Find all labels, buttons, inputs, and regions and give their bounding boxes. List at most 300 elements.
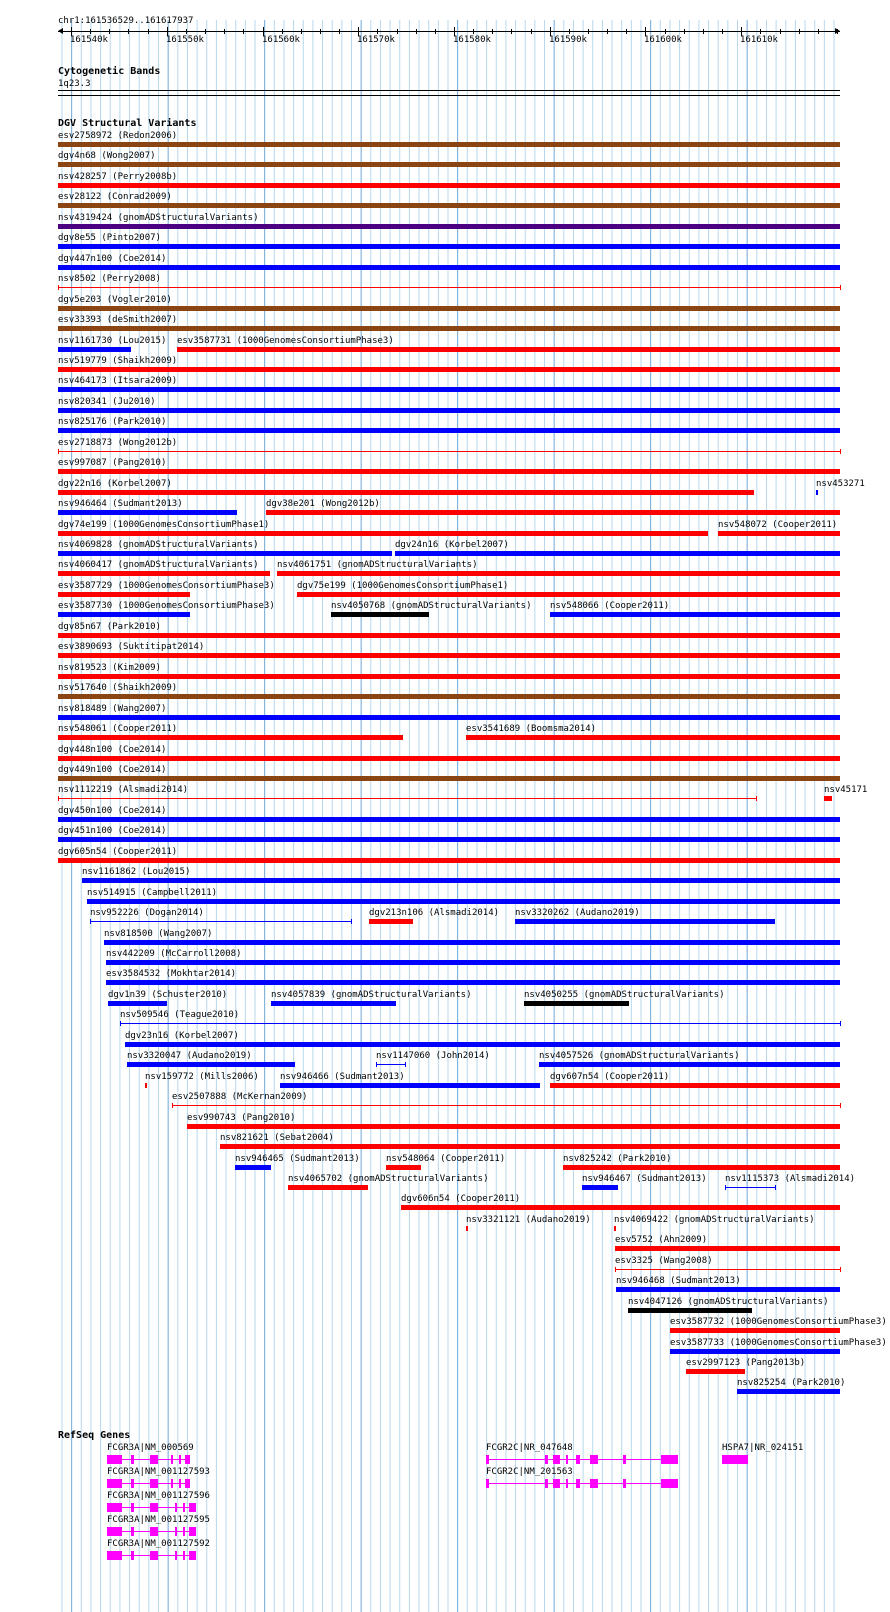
variant-label[interactable]: dgv5e203 (Vogler2010) (58, 294, 172, 305)
variant-bar[interactable] (58, 287, 840, 288)
variant-label[interactable]: dgv605n54 (Cooper2011) (58, 846, 178, 857)
gene-exon[interactable] (553, 1455, 560, 1464)
variant-label[interactable]: nsv1161730 (Lou2015) (58, 335, 167, 346)
variant-label[interactable]: nsv4069828 (gnomADStructuralVariants) (58, 540, 259, 550)
ruler-minor-tick (397, 29, 398, 34)
ruler-minor-tick (128, 29, 129, 34)
variant-bar[interactable] (266, 510, 840, 515)
variant-bar[interactable] (515, 919, 775, 924)
gene-exon[interactable] (189, 1551, 196, 1560)
ruler-minor-tick (684, 29, 685, 34)
variant-bar[interactable] (58, 244, 840, 249)
variant-label[interactable]: esv990743 (Pang2010) (187, 1112, 296, 1123)
variant-bar[interactable] (58, 326, 840, 331)
variant-label[interactable]: esv3587729 (1000GenomesConsortiumPhase3) (58, 580, 275, 591)
gene-exon[interactable] (107, 1479, 122, 1488)
variant-label[interactable]: esv3890693 (Suktitipat2014) (58, 642, 205, 653)
variant-bar[interactable] (187, 1124, 840, 1129)
ruler-minor-tick (531, 29, 532, 34)
gene-exon[interactable] (131, 1479, 134, 1488)
variant-label[interactable]: nsv159772 (Mills2006) (145, 1071, 259, 1082)
gene-exon[interactable] (183, 1527, 185, 1536)
variant-bar[interactable] (670, 1349, 840, 1354)
variant-label[interactable]: esv2758972 (Redon2006) (58, 131, 178, 141)
variant-label[interactable]: dgv24n16 (Korbel2007) (395, 540, 509, 550)
variant-bar[interactable] (58, 408, 840, 413)
cytoband-label: 1q23.3 (58, 79, 91, 89)
ruler-minor-tick (282, 29, 283, 34)
variant-bar[interactable] (58, 428, 840, 433)
ruler-minor-tick (109, 29, 110, 34)
variant-bar[interactable] (550, 612, 840, 617)
variant-bar[interactable] (145, 1083, 147, 1088)
variant-label[interactable]: nsv45171 (824, 785, 868, 796)
variant-bar-cap (120, 1021, 121, 1026)
ruler-left-arrow-icon (58, 28, 63, 34)
gene-exon[interactable] (150, 1455, 158, 1464)
variant-label[interactable]: nsv946467 (Sudmant2013) (582, 1173, 707, 1184)
ruler-minor-tick (243, 29, 244, 34)
gene-exon[interactable] (107, 1503, 122, 1512)
variant-bar[interactable] (58, 347, 131, 352)
variant-bar[interactable] (108, 1001, 167, 1006)
gene-exon[interactable] (486, 1455, 489, 1464)
variant-label[interactable]: nsv4061751 (gnomADStructuralVariants) (277, 560, 478, 571)
variant-bar[interactable] (58, 510, 237, 515)
gene-exon[interactable] (661, 1455, 678, 1464)
gene-exon[interactable] (590, 1455, 598, 1464)
variant-bar[interactable] (58, 837, 840, 842)
variant-label[interactable]: nsv548064 (Cooper2011) (386, 1153, 506, 1164)
variant-label[interactable]: nsv453271 (816, 478, 865, 489)
ruler-tick-label: 161610k (740, 35, 778, 45)
ruler-tick-label: 161590k (549, 35, 587, 45)
gene-exon[interactable] (553, 1479, 560, 1488)
variant-bar[interactable] (58, 756, 840, 761)
ruler-minor-tick (780, 29, 781, 34)
variant-bar[interactable] (616, 1287, 840, 1292)
dgv-track-title: DGV Structural Variants (58, 118, 197, 129)
gene-exon[interactable] (179, 1479, 181, 1488)
gene-exon[interactable] (590, 1479, 598, 1488)
ruler-minor-tick (665, 29, 666, 34)
variant-label[interactable]: nsv825242 (Park2010) (563, 1153, 672, 1164)
variant-bar[interactable] (271, 1001, 396, 1006)
gene-exon[interactable] (107, 1527, 122, 1536)
variant-bar[interactable] (58, 469, 840, 474)
ruler-minor-tick (799, 29, 800, 34)
variant-bar[interactable] (58, 203, 840, 208)
variant-bar[interactable] (58, 451, 840, 452)
variant-bar[interactable] (58, 674, 840, 679)
variant-bar-cap (756, 796, 757, 801)
variant-label[interactable]: nsv946465 (Sudmant2013) (235, 1153, 360, 1164)
variant-label[interactable]: nsv946466 (Sudmant2013) (280, 1071, 405, 1082)
variant-bar[interactable] (58, 633, 840, 638)
gene-exon[interactable] (171, 1455, 173, 1464)
variant-bar[interactable] (628, 1308, 752, 1313)
variant-label[interactable]: esv3587730 (1000GenomesConsortiumPhase3) (58, 601, 275, 612)
variant-bar-cap (775, 1185, 776, 1190)
variant-bar[interactable] (401, 1205, 840, 1210)
variant-bar[interactable] (58, 183, 840, 188)
variant-label[interactable]: dgv449n100 (Coe2014) (58, 764, 167, 775)
variant-bar[interactable] (369, 919, 413, 924)
variant-label[interactable]: nsv825254 (Park2010) (737, 1378, 846, 1389)
variant-label[interactable]: nsv4060417 (gnomADStructuralVariants) (58, 560, 259, 571)
ruler-minor-tick (186, 29, 187, 34)
variant-bar-cap (351, 919, 352, 924)
gene-intron-line (486, 1459, 678, 1460)
gene-label[interactable]: FCGR3A|NM_001127592 (107, 1539, 210, 1549)
ruler-minor-tick (416, 29, 417, 34)
variant-bar[interactable] (58, 306, 840, 311)
variant-bar[interactable] (615, 1246, 840, 1251)
variant-label[interactable]: esv2997123 (Pang2013b) (686, 1358, 806, 1368)
ruler-minor-tick (760, 29, 761, 34)
variant-bar-cap (840, 285, 841, 290)
variant-bar[interactable] (106, 980, 840, 985)
variant-label[interactable]: esv997087 (Pang2010) (58, 458, 167, 469)
variant-bar[interactable] (58, 387, 840, 392)
variant-label[interactable]: nsv4057839 (gnomADStructuralVariants) (271, 989, 472, 1000)
variant-bar[interactable] (466, 735, 840, 740)
cytoband-line-bottom (58, 95, 840, 96)
variant-label[interactable]: nsv4050255 (gnomADStructuralVariants) (524, 989, 725, 1000)
variant-label[interactable]: dgv1n39 (Schuster2010) (108, 989, 228, 1000)
gene-exon[interactable] (131, 1455, 134, 1464)
variant-label[interactable]: dgv23n16 (Korbel2007) (125, 1030, 239, 1041)
variant-bar[interactable] (58, 612, 190, 617)
variant-bar[interactable] (177, 347, 840, 352)
variant-bar[interactable] (395, 551, 840, 556)
variant-label[interactable]: dgv448n100 (Coe2014) (58, 744, 167, 755)
variant-label[interactable]: nsv548061 (Cooper2011) (58, 724, 178, 735)
ruler-minor-tick (473, 29, 474, 34)
variant-bar[interactable] (58, 653, 840, 658)
gene-exon[interactable] (545, 1479, 548, 1488)
variant-bar[interactable] (58, 265, 840, 270)
variant-bar[interactable] (550, 1083, 840, 1088)
ruler-minor-tick (167, 29, 168, 34)
variant-label[interactable]: esv3584532 (Mokhtar2014) (106, 969, 237, 980)
variant-bar[interactable] (125, 1042, 840, 1047)
variant-bar[interactable] (816, 490, 818, 495)
variant-bar-cap (405, 1062, 406, 1067)
variant-label[interactable]: nsv946464 (Sudmant2013) (58, 499, 183, 510)
ruler-minor-tick (454, 29, 455, 34)
variant-label[interactable]: esv33393 (deSmith2007) (58, 315, 178, 326)
variant-bar[interactable] (737, 1389, 840, 1394)
gene-exon[interactable] (623, 1479, 626, 1488)
variant-label[interactable]: nsv1115373 (Alsmadi2014) (725, 1173, 856, 1184)
gene-exon[interactable] (545, 1455, 548, 1464)
variant-label[interactable]: esv3587732 (1000GenomesConsortiumPhase3) (670, 1317, 887, 1328)
ruler-minor-tick (511, 29, 512, 34)
variant-label[interactable]: dgv4n68 (Wong2007) (58, 151, 156, 162)
variant-label[interactable]: nsv514915 (Campbell2011) (87, 887, 218, 898)
ruler-minor-tick (550, 29, 551, 34)
variant-label[interactable]: nsv8502 (Perry2008) (58, 274, 161, 285)
gene-exon[interactable] (623, 1455, 626, 1464)
variant-label[interactable]: dgv38e201 (Wong2012b) (266, 499, 380, 510)
gene-exon[interactable] (185, 1455, 190, 1464)
variant-bar[interactable] (58, 694, 840, 699)
variant-bar-cap (840, 449, 841, 454)
variant-label[interactable]: nsv4069422 (gnomADStructuralVariants) (614, 1214, 815, 1225)
gene-label[interactable]: FCGR2C|NM_201563 (486, 1467, 573, 1477)
variant-bar[interactable] (725, 1187, 775, 1188)
variant-bar[interactable] (106, 960, 840, 965)
gene-exon[interactable] (576, 1455, 580, 1464)
variant-label[interactable]: nsv820341 (Ju2010) (58, 396, 156, 407)
ruler-minor-tick (492, 29, 493, 34)
gene-exon[interactable] (576, 1479, 580, 1488)
variant-bar-cap (725, 1185, 726, 1190)
variant-bar[interactable] (297, 592, 840, 597)
ruler-minor-tick (837, 29, 838, 34)
variant-label[interactable]: esv3587733 (1000GenomesConsortiumPhase3) (670, 1337, 887, 1348)
variant-bar[interactable] (524, 1001, 629, 1006)
variant-bar[interactable] (376, 1064, 405, 1065)
variant-bar[interactable] (670, 1328, 840, 1333)
variant-bar[interactable] (58, 776, 840, 781)
ruler-minor-tick (71, 29, 72, 34)
variant-label[interactable]: dgv85n67 (Park2010) (58, 621, 161, 632)
gene-exon[interactable] (107, 1455, 122, 1464)
variant-label[interactable]: nsv464173 (Itsara2009) (58, 376, 178, 387)
variant-label[interactable]: nsv3320262 (Audano2019) (515, 908, 640, 919)
variant-bar[interactable] (280, 1083, 540, 1088)
variant-label[interactable]: nsv4319424 (gnomADStructuralVariants) (58, 212, 259, 223)
variant-label[interactable]: nsv548066 (Cooper2011) (550, 601, 670, 612)
variant-bar[interactable] (615, 1269, 840, 1270)
variant-label[interactable]: nsv1161862 (Lou2015) (82, 867, 191, 878)
variant-bar-cap (172, 1103, 173, 1108)
variant-bar[interactable] (58, 571, 270, 576)
variant-label[interactable]: nsv4050768 (gnomADStructuralVariants) (331, 601, 532, 612)
variant-label[interactable]: dgv8e55 (Pinto2007) (58, 233, 161, 244)
variant-label[interactable]: nsv442209 (McCarroll2008) (106, 949, 242, 959)
variant-label[interactable]: dgv22n16 (Korbel2007) (58, 478, 172, 489)
variant-label[interactable]: nsv428257 (Perry2008b) (58, 171, 178, 182)
variant-label[interactable]: esv5752 (Ahn2009) (615, 1235, 708, 1246)
ruler-minor-tick (435, 29, 436, 34)
ruler-minor-tick (224, 29, 225, 34)
gene-exon[interactable] (107, 1551, 122, 1560)
gene-exon[interactable] (150, 1527, 158, 1536)
variant-label[interactable]: nsv4047126 (gnomADStructuralVariants) (628, 1296, 829, 1307)
cytoband-line-top (58, 90, 840, 91)
variant-label[interactable]: esv3541689 (Boomsma2014) (466, 724, 597, 735)
gene-exon[interactable] (150, 1503, 158, 1512)
variant-bar[interactable] (58, 367, 840, 372)
ruler-tick-label: 161550k (166, 35, 204, 45)
variant-bar[interactable] (539, 1062, 840, 1067)
variant-label[interactable]: dgv451n100 (Coe2014) (58, 826, 167, 837)
variant-bar[interactable] (277, 571, 840, 576)
refseq-track-title: RefSeq Genes (58, 1430, 131, 1441)
variant-bar[interactable] (466, 1226, 468, 1231)
variant-label[interactable]: esv28122 (Conrad2009) (58, 192, 172, 203)
variant-bar-cap (58, 285, 59, 290)
gene-exon[interactable] (185, 1479, 190, 1488)
ruler-minor-tick (377, 29, 378, 34)
variant-label[interactable]: dgv606n54 (Cooper2011) (401, 1194, 521, 1205)
variant-bar[interactable] (563, 1165, 840, 1170)
variant-label[interactable]: dgv74e199 (1000GenomesConsortiumPhase1) (58, 519, 270, 530)
variant-label[interactable]: nsv821621 (Sebat2004) (220, 1133, 334, 1144)
variant-bar[interactable] (58, 735, 403, 740)
variant-label[interactable]: dgv75e199 (1000GenomesConsortiumPhase1) (297, 580, 509, 591)
variant-label[interactable]: nsv517640 (Shaikh2009) (58, 683, 178, 694)
ruler-minor-tick (703, 29, 704, 34)
variant-bar[interactable] (58, 592, 190, 597)
variant-label[interactable]: nsv3320047 (Audano2019) (127, 1051, 252, 1062)
variant-bar[interactable] (172, 1105, 840, 1106)
variant-label[interactable]: dgv450n100 (Coe2014) (58, 805, 167, 816)
ruler-tick-label: 161540k (70, 35, 108, 45)
variant-bar-cap (90, 919, 91, 924)
variant-label[interactable]: nsv1112219 (Alsmadi2014) (58, 785, 189, 796)
variant-bar[interactable] (235, 1165, 271, 1170)
variant-bar[interactable] (87, 899, 840, 904)
variant-label[interactable]: nsv4057526 (gnomADStructuralVariants) (539, 1051, 740, 1062)
gene-exon[interactable] (486, 1479, 489, 1488)
variant-bar[interactable] (386, 1165, 421, 1170)
ruler-minor-tick (722, 29, 723, 34)
variant-label[interactable]: nsv819523 (Kim2009) (58, 662, 161, 673)
variant-bar[interactable] (58, 162, 840, 167)
variant-bar[interactable] (120, 1023, 840, 1024)
ruler-tick-label: 161580k (453, 35, 491, 45)
variant-bar[interactable] (614, 1226, 616, 1231)
variant-bar[interactable] (58, 142, 840, 147)
gene-exon[interactable] (183, 1551, 185, 1560)
variant-bar[interactable] (58, 551, 392, 556)
variant-label[interactable]: dgv607n54 (Cooper2011) (550, 1071, 670, 1082)
variant-label[interactable]: nsv952226 (Dogan2014) (90, 908, 204, 919)
gene-exon[interactable] (175, 1551, 177, 1560)
variant-bar[interactable] (220, 1144, 840, 1149)
ruler-minor-tick (339, 29, 340, 34)
variant-bar-cap (58, 796, 59, 801)
variant-bar[interactable] (90, 921, 351, 922)
gene-exon[interactable] (171, 1479, 173, 1488)
gene-exon[interactable] (566, 1455, 568, 1464)
variant-bar[interactable] (582, 1185, 618, 1190)
variant-bar-cap (615, 1267, 616, 1272)
variant-label[interactable]: nsv818500 (Wang2007) (104, 928, 213, 939)
ruler-tick-label: 161600k (644, 35, 682, 45)
variant-bar[interactable] (331, 612, 429, 617)
gene-exon[interactable] (566, 1479, 568, 1488)
ruler-minor-tick (741, 29, 742, 34)
variant-bar-cap (840, 1267, 841, 1272)
variant-label[interactable]: nsv519779 (Shaikh2009) (58, 355, 178, 366)
variant-label[interactable]: nsv548072 (Cooper2011) (718, 519, 838, 530)
variant-bar[interactable] (58, 490, 754, 495)
gene-exon[interactable] (150, 1551, 158, 1560)
variant-bar-cap (840, 1103, 841, 1108)
gene-exon[interactable] (189, 1503, 196, 1512)
variant-bar[interactable] (824, 796, 832, 801)
ruler-tick-label: 161560k (262, 35, 300, 45)
variant-bar[interactable] (686, 1369, 745, 1374)
variant-label[interactable]: nsv818489 (Wang2007) (58, 703, 167, 714)
variant-label[interactable]: esv3587731 (1000GenomesConsortiumPhase3) (177, 335, 394, 346)
ruler-minor-tick (263, 29, 264, 34)
variant-label[interactable]: dgv213n106 (Alsmadi2014) (369, 908, 500, 919)
ruler-minor-tick (301, 29, 302, 34)
variant-bar[interactable] (58, 224, 840, 229)
gene-exon[interactable] (189, 1527, 196, 1536)
variant-bar[interactable] (104, 940, 840, 945)
variant-label[interactable]: esv3325 (Wang2008) (615, 1255, 713, 1266)
gene-label[interactable]: FCGR3A|NM_001127596 (107, 1491, 210, 1501)
cytoband-track-title: Cytogenetic Bands (58, 66, 161, 77)
ruler-tick-label: 161570k (357, 35, 395, 45)
variant-bar[interactable] (82, 878, 840, 883)
variant-bar[interactable] (58, 531, 708, 536)
variant-label[interactable]: nsv1147060 (John2014) (376, 1051, 490, 1062)
variant-label[interactable]: dgv447n100 (Coe2014) (58, 253, 167, 264)
variant-label[interactable]: esv2718873 (Wong2012b) (58, 437, 178, 448)
variant-label[interactable]: nsv4065702 (gnomADStructuralVariants) (288, 1173, 489, 1184)
variant-bar-cap (58, 449, 59, 454)
variant-label[interactable]: esv2507888 (McKernan2009) (172, 1092, 308, 1103)
gene-label[interactable]: FCGR2C|NR_047648 (486, 1443, 573, 1453)
ruler-minor-tick (626, 29, 627, 34)
ruler-coordinate-label: chr1:161536529..161617937 (58, 16, 194, 26)
variant-bar[interactable] (58, 858, 840, 863)
gene-exon[interactable] (131, 1551, 134, 1560)
variant-bar[interactable] (58, 715, 840, 720)
ruler-minor-tick (607, 29, 608, 34)
variant-label[interactable]: nsv3321121 (Audano2019) (466, 1214, 591, 1225)
ruler-minor-tick (148, 29, 149, 34)
gene-exon[interactable] (183, 1503, 185, 1512)
gene-label[interactable]: FCGR3A|NM_000569 (107, 1443, 194, 1453)
variant-bar[interactable] (58, 817, 840, 822)
variant-bar-cap (840, 1021, 841, 1026)
ruler-minor-tick (588, 29, 589, 34)
variant-label[interactable]: nsv509546 (Teague2010) (120, 1010, 240, 1021)
variant-bar[interactable] (288, 1185, 368, 1190)
ruler-minor-tick (818, 29, 819, 34)
gene-exon[interactable] (175, 1527, 177, 1536)
variant-bar[interactable] (127, 1062, 295, 1067)
variant-label[interactable]: nsv946468 (Sudmant2013) (616, 1276, 741, 1287)
ruler-minor-tick (320, 29, 321, 34)
gene-exon[interactable] (722, 1455, 748, 1464)
gene-exon[interactable] (179, 1455, 181, 1464)
ruler-minor-tick (90, 29, 91, 34)
gene-label[interactable]: HSPA7|NR_024151 (722, 1443, 804, 1453)
gene-label[interactable]: FCGR3A|NM_001127595 (107, 1515, 210, 1525)
gene-exon[interactable] (661, 1479, 678, 1488)
gene-exon[interactable] (131, 1503, 134, 1512)
gene-label[interactable]: FCGR3A|NM_001127593 (107, 1467, 210, 1477)
gene-exon[interactable] (175, 1503, 177, 1512)
variant-bar[interactable] (58, 798, 756, 799)
ruler-minor-tick (358, 29, 359, 34)
gene-intron-line (486, 1483, 678, 1484)
gene-exon[interactable] (131, 1527, 134, 1536)
variant-label[interactable]: nsv825176 (Park2010) (58, 417, 167, 428)
gene-exon[interactable] (150, 1479, 158, 1488)
variant-bar[interactable] (718, 531, 840, 536)
